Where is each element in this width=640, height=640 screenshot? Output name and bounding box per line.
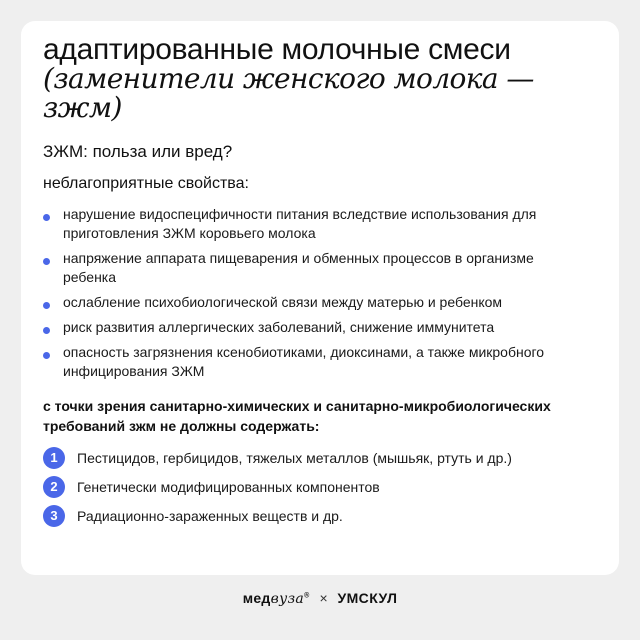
logo-prefix: мед — [242, 590, 271, 606]
numbered-item — [43, 476, 603, 498]
numbered-item — [43, 505, 603, 527]
bullet-dot-icon — [43, 258, 50, 265]
numbered-item-text: Пестицидов, гербицидов, тяжелых металлов (мышьяк, ртуть и др.) — [77, 450, 512, 466]
list-item-text: риск развития аллергических заболеваний, снижение иммунитета — [63, 319, 495, 335]
list-item — [43, 343, 588, 381]
registered-mark: ® — [304, 592, 310, 600]
title-italic: (заменители женского молока — зжм) — [43, 62, 534, 124]
list-item-text: опасность загрязнения ксенобиотиками, диоксинами, а также микробного инфицирования ЗЖМ — [63, 344, 545, 379]
cross-icon: × — [319, 590, 328, 606]
umskul-logo: УМСКУЛ — [337, 590, 398, 606]
number-badge: 2 — [43, 476, 65, 498]
medvuza-logo — [243, 590, 310, 606]
numbered-item-text: Генетически модифицированных компонентов — [77, 479, 380, 495]
logo-italic: вуза — [270, 591, 305, 607]
list-item-text: ослабление психобиологической связи между матерью и ребенком — [63, 294, 503, 310]
properties-list — [43, 205, 588, 387]
page-title — [43, 35, 603, 122]
list-item — [43, 205, 588, 243]
number-badge: 3 — [43, 505, 65, 527]
content-card — [21, 21, 619, 575]
list-item — [43, 249, 588, 287]
list-item-text: нарушение видоспецифичности питания вследствие использования для приготовления ЗЖМ коровьего молока — [63, 206, 537, 241]
list-item — [43, 293, 588, 312]
numbered-item-text: Радиационно-зараженных веществ и др. — [77, 508, 343, 524]
title-main: адаптированные молочные смеси — [43, 33, 511, 66]
bullet-dot-icon — [43, 214, 50, 221]
bullet-dot-icon — [43, 327, 50, 334]
requirements-heading: с точки зрения санитарно-химических и санитарно-микробиологических требований зжм не должны содержать: — [43, 398, 551, 434]
list-item — [43, 318, 588, 337]
requirements-list — [43, 447, 603, 534]
number-badge: 1 — [43, 447, 65, 469]
list-item-text: напряжение аппарата пищеварения и обменных процессов в организме ребенка — [63, 250, 534, 285]
numbered-item — [43, 447, 603, 469]
properties-heading: неблагоприятные свойства: — [43, 175, 249, 192]
footer-brands — [0, 590, 640, 607]
bullet-dot-icon — [43, 302, 50, 309]
subtitle: ЗЖМ: польза или вред? — [43, 142, 233, 161]
bullet-dot-icon — [43, 352, 50, 359]
